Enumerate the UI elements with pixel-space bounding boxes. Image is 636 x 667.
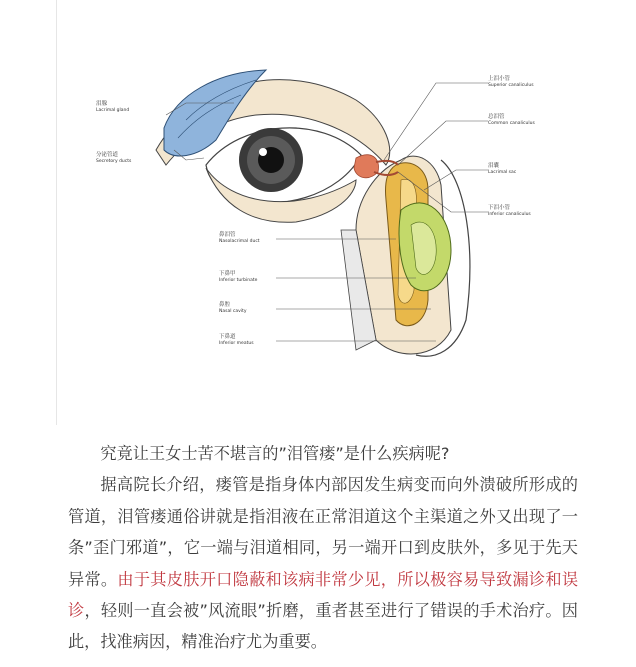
svg-text:鼻泪管: 鼻泪管 (219, 232, 236, 238)
explanation-paragraph (68, 469, 578, 657)
label-lacrimal-sac (488, 161, 517, 175)
svg-text:上泪小管: 上泪小管 (488, 76, 511, 82)
label-lacrimal-gland (96, 99, 129, 113)
svg-text:Nasal cavity: Nasal cavity (219, 309, 247, 314)
svg-text:鼻腔: 鼻腔 (219, 302, 231, 308)
svg-text:Inferior meatus: Inferior meatus (219, 341, 254, 346)
svg-text:Lacrimal sac: Lacrimal sac (488, 170, 517, 175)
svg-text:Nasolacrimal duct: Nasolacrimal duct (219, 239, 260, 244)
label-inferior-turbinate (219, 269, 258, 283)
label-nasal-cavity (219, 300, 247, 314)
svg-text:Superior canaliculus: Superior canaliculus (488, 83, 534, 88)
label-inferior-meatus (219, 332, 254, 346)
svg-text:Lacrimal gland: Lacrimal gland (96, 108, 130, 113)
label-common-canaliculus (488, 112, 535, 126)
svg-text:Inferior turbinate: Inferior turbinate (219, 278, 258, 283)
svg-text:Inferior canaliculus: Inferior canaliculus (488, 212, 531, 217)
highlighted-warning: 由于其皮肤开口隐蔽和该病非常少见，所以极容易导致漏诊和误诊 (68, 569, 579, 621)
label-nasolacrimal-duct (219, 230, 260, 244)
label-secretory-ducts (96, 150, 132, 164)
svg-text:下泪小管: 下泪小管 (488, 205, 511, 211)
svg-text:下鼻甲: 下鼻甲 (219, 271, 236, 277)
svg-text:下鼻道: 下鼻道 (219, 334, 236, 340)
article-body (68, 438, 578, 658)
lacrimal-apparatus-illustration (56, 0, 631, 425)
svg-text:泪囊: 泪囊 (488, 163, 500, 169)
svg-text:Common canaliculus: Common canaliculus (488, 121, 535, 126)
label-inferior-canaliculus (488, 203, 531, 217)
svg-text:分泌管道: 分泌管道 (96, 152, 119, 158)
label-superior-canaliculus (488, 74, 534, 88)
explanation-text: 据高院长介绍，瘘管是指身体内部因发生病变而向外溃破所形成的管道，泪管瘘通俗讲就是指泪液在正常泪道这个主渠道之外又出现了一条”歪门邪道”，它一端与泪道相同，另一端开口到皮肤外，多见于先天异常。 (68, 475, 578, 589)
svg-text:Secretory ducts: Secretory ducts (96, 159, 132, 164)
svg-text:泪腺: 泪腺 (96, 101, 108, 107)
question-paragraph: 究竟让王女士苦不堪言的”泪管瘘”是什么疾病呢? (100, 444, 450, 463)
explanation-conclusion: ，轻则一直会被”风流眼”折磨，重者甚至进行了错误的手术治疗。因此，找准病因，精准治疗尤为重要。 (68, 601, 578, 652)
medial-canthus (354, 155, 379, 178)
svg-text:总泪管: 总泪管 (488, 114, 505, 120)
